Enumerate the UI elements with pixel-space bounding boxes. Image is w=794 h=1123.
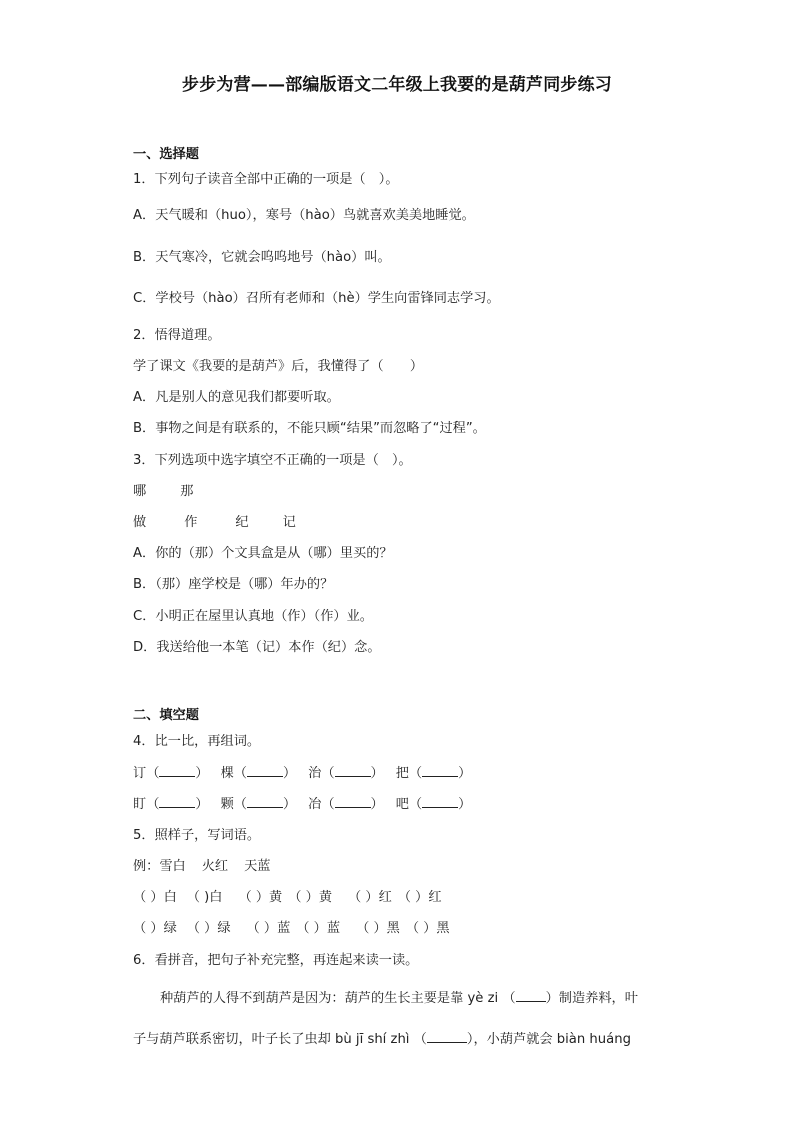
- question-2-option-b: B．事物之间是有联系的，不能只顾“结果”而忽略了“过程”。: [133, 421, 486, 436]
- question-3-option-b: B．（那）座学校是（哪）年办的？: [133, 577, 334, 592]
- question-4-row2: 盯（ ） 颗（ ） 冶（ ） 吧（ ）: [133, 797, 472, 812]
- char-na4: 那: [180, 484, 194, 499]
- section-heading-fill: 二、填空题: [133, 708, 199, 723]
- question-4-row1: 订（ ） 棵（ ） 治（ ） 把（ ）: [133, 766, 472, 781]
- answer-blank[interactable]: [247, 795, 283, 808]
- question-6-line1: 种葫芦的人得不到葫芦是因为：葫芦的生长主要是靠 yè zi （ ）制造养料，叶: [160, 991, 638, 1006]
- q4-r1-char: 治: [308, 766, 322, 781]
- question-3-option-a: A．你的（那）个文具盒是从（哪）里买的？: [133, 546, 393, 561]
- question-2-option-a: A．凡是别人的意见我们都要听取。: [133, 390, 340, 405]
- question-3-stem: 3．下列选项中选字填空不正确的一项是（ ）。: [133, 453, 412, 468]
- q4-r2-char: 冶: [308, 797, 322, 812]
- char-zuo-do: 做: [133, 515, 147, 530]
- question-4-stem: 4．比一比，再组词。: [133, 734, 261, 749]
- page-title: 步步为营——部编版语文二年级上我要的是葫芦同步练习: [182, 75, 612, 95]
- answer-blank[interactable]: [335, 764, 371, 777]
- char-ji-record: 记: [282, 515, 296, 530]
- question-5-stem: 5．照样子，写词语。: [133, 828, 261, 843]
- q4-r1-char: 订: [133, 766, 147, 781]
- question-1-stem: 1．下列句子读音全部中正确的一项是（ ）。: [133, 172, 399, 187]
- answer-blank[interactable]: [516, 989, 546, 1002]
- answer-blank[interactable]: [247, 764, 283, 777]
- question-5-row2: （ ）绿 （ ）绿 （ ）蓝 （ ）蓝 （ ）黑 （ ）黑: [133, 921, 450, 936]
- question-3-chars-row2: [133, 514, 296, 532]
- answer-blank[interactable]: [422, 795, 458, 808]
- answer-blank[interactable]: [422, 764, 458, 777]
- question-3-option-d: D．我送给他一本笔（记）本作（纪）念。: [133, 640, 381, 655]
- question-2-subtext: 学了课文《我要的是葫芦》后，我懂得了（ ）: [133, 359, 424, 374]
- q4-r2-char: 盯: [133, 797, 147, 812]
- question-1-option-b: B．天气寒冷，它就会呜呜地号（hào）叫。: [133, 250, 391, 265]
- question-2-stem: 2．悟得道理。: [133, 328, 221, 343]
- question-3-chars-row1: [133, 483, 193, 501]
- question-3-option-c: C．小明正在屋里认真地（作）（作）业。: [133, 609, 373, 624]
- q4-r1-char: 把: [395, 766, 409, 781]
- answer-blank[interactable]: [159, 795, 195, 808]
- q4-r2-char: 吧: [395, 797, 409, 812]
- char-ji-era: 纪: [235, 515, 249, 530]
- section-heading-choice: 一、选择题: [133, 147, 199, 162]
- question-6-stem: 6．看拼音，把句子补充完整，再连起来读一读。: [133, 953, 419, 968]
- answer-blank[interactable]: [159, 764, 195, 777]
- char-na3: 哪: [133, 484, 147, 499]
- answer-blank[interactable]: [427, 1030, 467, 1043]
- q4-r1-char: 棵: [220, 766, 234, 781]
- question-1-option-c: C．学校号（hào）召所有老师和（hè）学生向雷锋同志学习。: [133, 291, 500, 306]
- char-zuo-make: 作: [184, 515, 198, 530]
- question-1-option-a: A．天气暖和（huo），寒号（hào）鸟就喜欢美美地睡觉。: [133, 208, 475, 223]
- q4-r2-char: 颗: [220, 797, 234, 812]
- question-5-row1: （ ）白 （ )白 （ ）黄 （ ）黄 （ ）红 （ ）红: [133, 890, 442, 905]
- question-5-example: 例：雪白 火红 天蓝: [133, 859, 271, 874]
- answer-blank[interactable]: [335, 795, 371, 808]
- question-6-line2: 子与葫芦联系密切，叶子长了虫却 bù jī shí zhì （ ），小葫芦就会 biàn huáng: [133, 1032, 631, 1047]
